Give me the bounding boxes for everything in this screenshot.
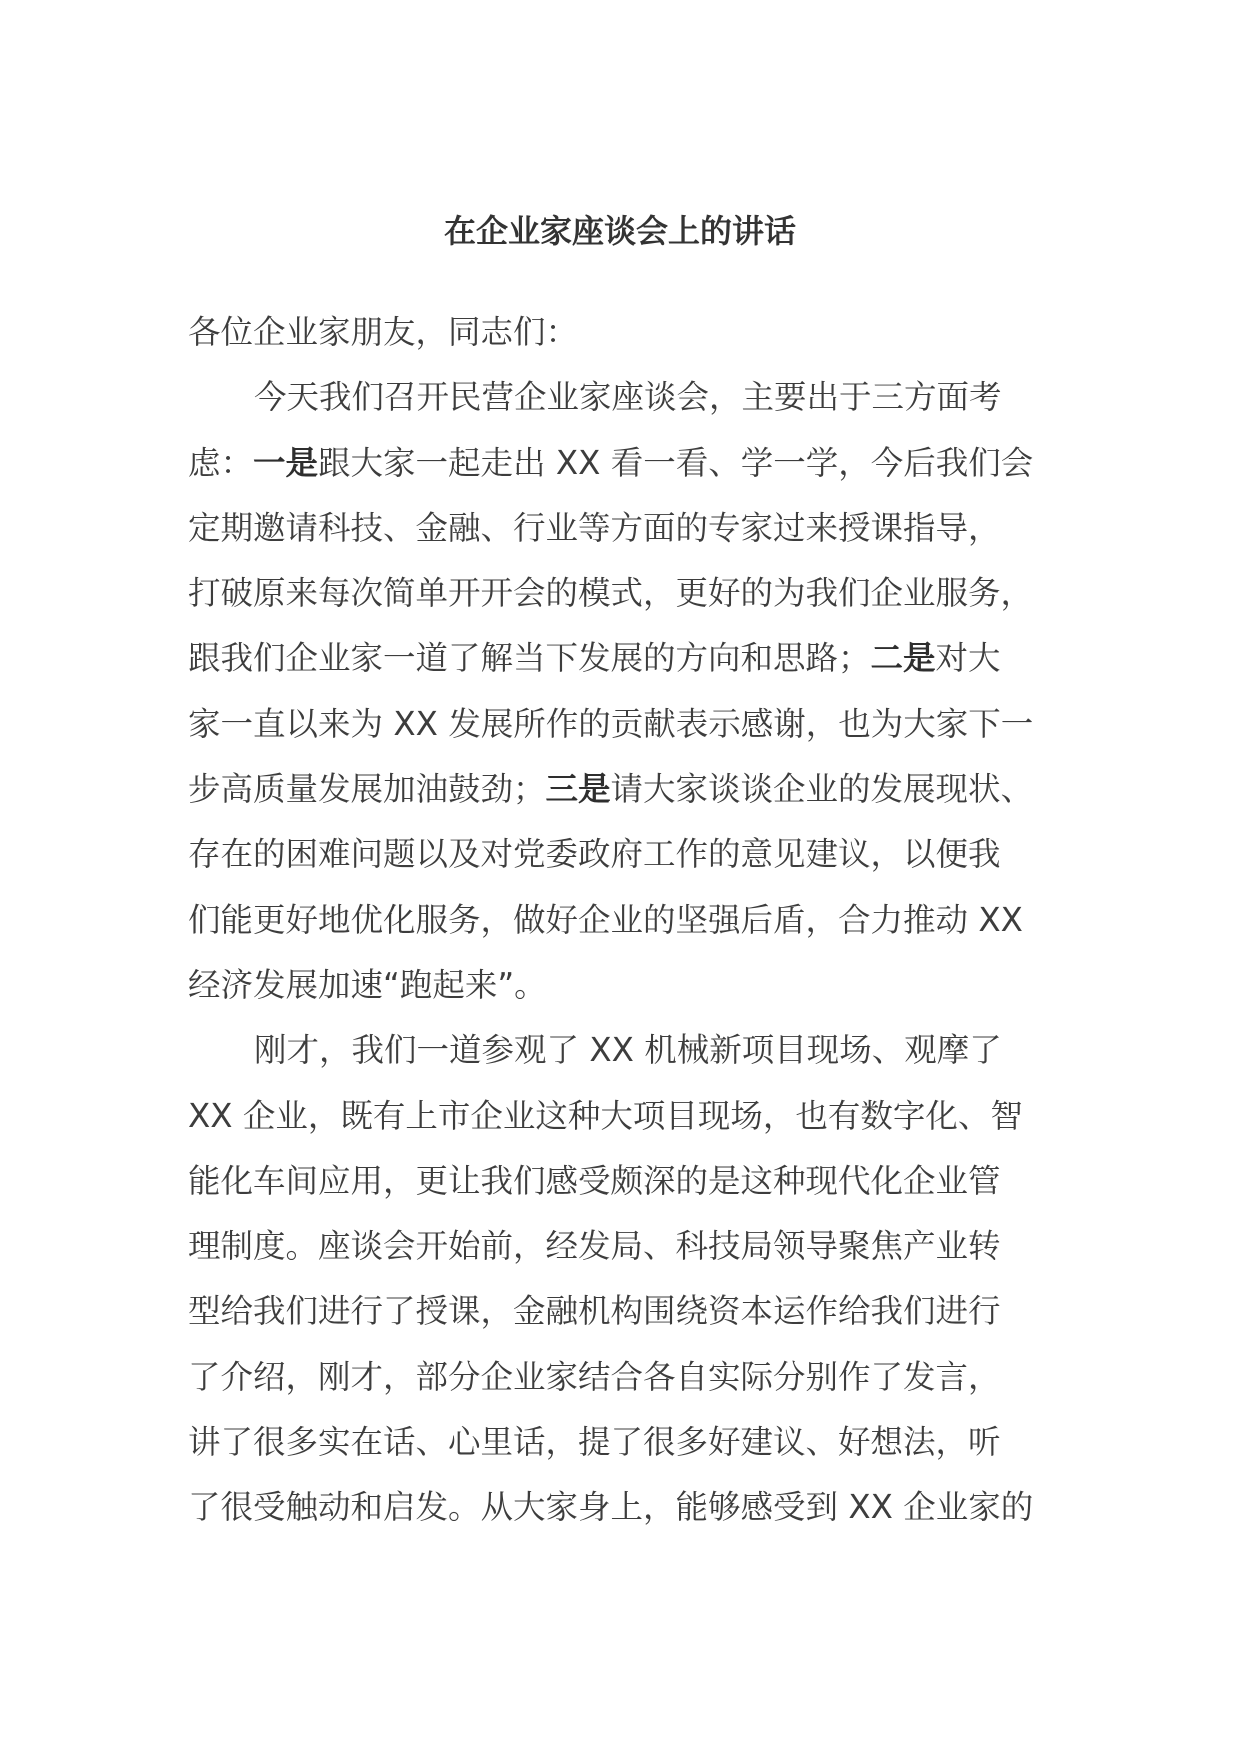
paragraph-2-line-6: 了介绍，刚才，部分企业家结合各自实际分别作了发言，: [188, 1357, 1001, 1396]
paragraph-1-line-2: [188, 431, 1056, 496]
point-one-label: 一是: [253, 443, 319, 482]
paragraph-2-line-8: 了很受触动和启发。从大家身上，能够感受到 XX 企业家的: [188, 1488, 1034, 1527]
paragraph-1-line-7: [188, 757, 1056, 822]
paragraph-2-line-1: 刚才，我们一道参观了 XX 机械新项目现场、观摩了: [254, 1031, 1002, 1070]
text-run: 跟我们企业家一道了解当下发展的方向和思路；: [188, 639, 871, 678]
paragraph-1-line-4: 打破原来每次简单开开会的模式，更好的为我们企业服务，: [188, 574, 1034, 613]
text-run: 虑：: [188, 443, 254, 482]
paragraph-2-line-5: 型给我们进行了授课，金融机构围绕资本运作给我们进行: [188, 1292, 1001, 1331]
paragraph-2-line-7: 讲了很多实在话、心里话，提了很多好建议、好想法，听: [188, 1423, 1001, 1462]
text-run: 请大家谈谈企业的发展现状、: [610, 770, 1034, 809]
text-run: 跟大家一起走出 XX 看一看、学一学，今后我们会: [318, 443, 1034, 482]
paragraph-1-line-8: 存在的困难问题以及对党委政府工作的意见建议，以便我: [188, 835, 1001, 874]
document-title: 在企业家座谈会上的讲话: [443, 212, 796, 250]
paragraph-1-line-3: 定期邀请科技、金融、行业等方面的专家过来授课指导，: [188, 508, 1001, 547]
paragraph-1-line-1: 今天我们召开民营企业家座谈会，主要出于三方面考: [254, 378, 1002, 417]
paragraph-1-line-5: [188, 626, 1056, 691]
paragraph-2-line-3: 能化车间应用，更让我们感受颇深的是这种现代化企业管: [188, 1161, 1001, 1200]
document-body: [188, 300, 1056, 1541]
point-three-label: 三是: [545, 770, 611, 809]
point-two-label: 二是: [870, 639, 936, 678]
salutation: 各位企业家朋友，同志们：: [188, 313, 579, 351]
text-run: 步高质量发展加油鼓劲；: [188, 770, 546, 809]
text-run: 对大: [935, 639, 1001, 678]
paragraph-1-line-10: 经济发展加速“跑起来”。: [188, 965, 547, 1004]
paragraph-1-line-6: 家一直以来为 XX 发展所作的贡献表示感谢，也为大家下一: [188, 704, 1034, 743]
paragraph-2-line-4: 理制度。座谈会开始前，经发局、科技局领导聚焦产业转: [188, 1227, 1001, 1266]
paragraph-2-line-2: XX 企业，既有上市企业这种大项目现场，也有数字化、智: [188, 1096, 1023, 1135]
paragraph-1-line-9: 们能更好地优化服务，做好企业的坚强后盾，合力推动 XX: [188, 900, 1023, 939]
